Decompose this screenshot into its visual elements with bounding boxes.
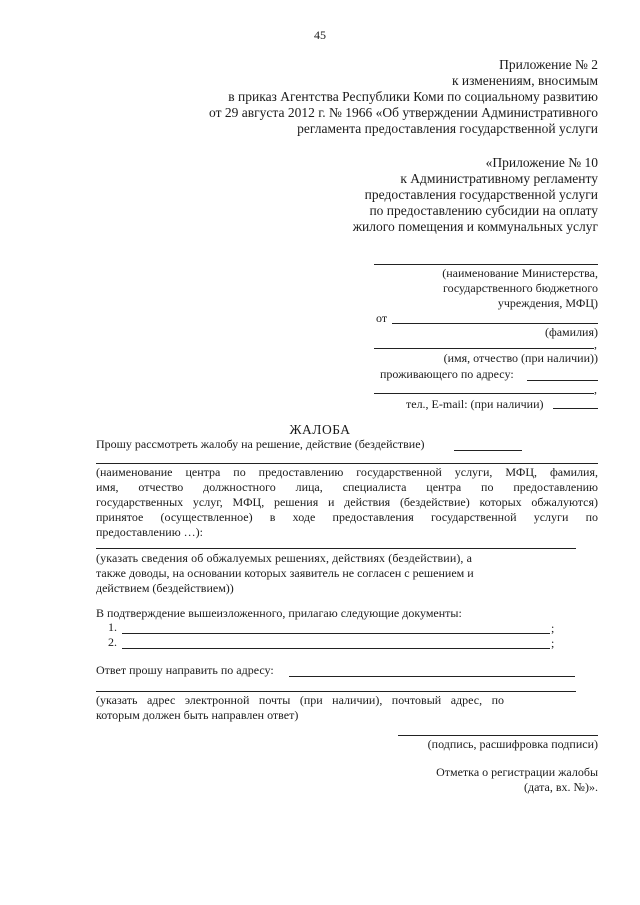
residing-label: проживающего по адресу: [380, 367, 514, 381]
header1-line: к изменениям, вносимым [451, 73, 598, 88]
reply-address-line [289, 676, 575, 677]
document-item-number: 1. [108, 620, 117, 634]
document-item-number: 2. [108, 635, 117, 649]
org-caption: (наименование Министерства, [442, 266, 598, 280]
center-caption-line: имя, отчество должностного лица, специалиста центра по предоставлению [96, 480, 598, 494]
header1-line: от 29 августа 2012 г. № 1966 «Об утверждении Административного [209, 105, 598, 120]
org-caption: учреждения, МФЦ) [497, 296, 598, 310]
request-line: Прошу рассмотреть жалобу на решение, действие (бездействие) [96, 437, 425, 451]
reply-label: Ответ прошу направить по адресу: [96, 663, 274, 677]
decisions-caption-line: также доводы, на основании которых заявитель не согласен с решением и [96, 566, 474, 580]
center-caption-line: государственных услуг, МФЦ, решения и действия (бездействие) которых обжалуются) [96, 495, 598, 509]
org-caption: государственного бюджетного [442, 281, 598, 295]
surname-caption: (фамилия) [544, 325, 598, 339]
registration-mark: Отметка о регистрации жалобы [436, 765, 598, 779]
document-item-line [122, 648, 550, 649]
from-line [392, 323, 598, 324]
name-line [374, 348, 594, 349]
center-caption-line: (наименование центра по предоставлению государственной услуги, МФЦ, фамилия, [96, 465, 598, 479]
decisions-line [96, 548, 576, 549]
semicolon: ; [551, 621, 555, 635]
header2-line: к Административному регламенту [400, 171, 598, 186]
registration-mark: (дата, вх. №)». [524, 780, 598, 794]
header2-line: «Приложение № 10 [485, 155, 598, 170]
comma: , [594, 382, 597, 396]
from-label: от [376, 311, 388, 325]
address-line [374, 393, 594, 394]
header1-line: в приказ Агентства Республики Коми по социальному развитию [228, 89, 598, 104]
residing-line [527, 380, 598, 381]
center-caption-line: предоставлению …): [96, 525, 203, 539]
name-caption: (имя, отчество (при наличии)) [443, 351, 598, 365]
documents-intro: В подтверждение вышеизложенного, прилагаю следующие документы: [96, 606, 462, 620]
comma: , [594, 337, 597, 351]
signature-caption: (подпись, расшифровка подписи) [427, 737, 598, 751]
reply-caption-line: (указать адрес электронной почты (при наличии), почтовый адрес, по [96, 693, 504, 707]
org-name-line [374, 264, 598, 265]
request-field-line [454, 450, 522, 451]
center-caption-line: принятое (осуществленное) в ходе предоставления государственной услуги по [96, 510, 598, 524]
center-name-line [96, 463, 598, 464]
header2-line: по предоставлению субсидии на оплату [369, 203, 598, 218]
complaint-title: ЖАЛОБА [289, 422, 351, 437]
document-item-line [122, 633, 550, 634]
header1-line: регламента предоставления государственной услуги [297, 121, 598, 136]
header2-line: предоставления государственной услуги [364, 187, 598, 202]
reply-address-line-2 [96, 691, 576, 692]
phone-line [553, 408, 598, 409]
signature-line [398, 735, 598, 736]
header2-line: жилого помещения и коммунальных услуг [352, 219, 598, 234]
page-number: 45 [314, 28, 326, 42]
decisions-caption-line: (указать сведения об обжалуемых решениях, действиях (бездействии), а [96, 551, 473, 565]
phone-label: тел., E-mail: (при наличии) [406, 397, 544, 411]
reply-caption-line: которым должен быть направлен ответ) [96, 708, 299, 722]
semicolon: ; [551, 636, 555, 650]
header1-line: Приложение № 2 [499, 57, 598, 72]
decisions-caption-line: действием (бездействием)) [96, 581, 234, 595]
